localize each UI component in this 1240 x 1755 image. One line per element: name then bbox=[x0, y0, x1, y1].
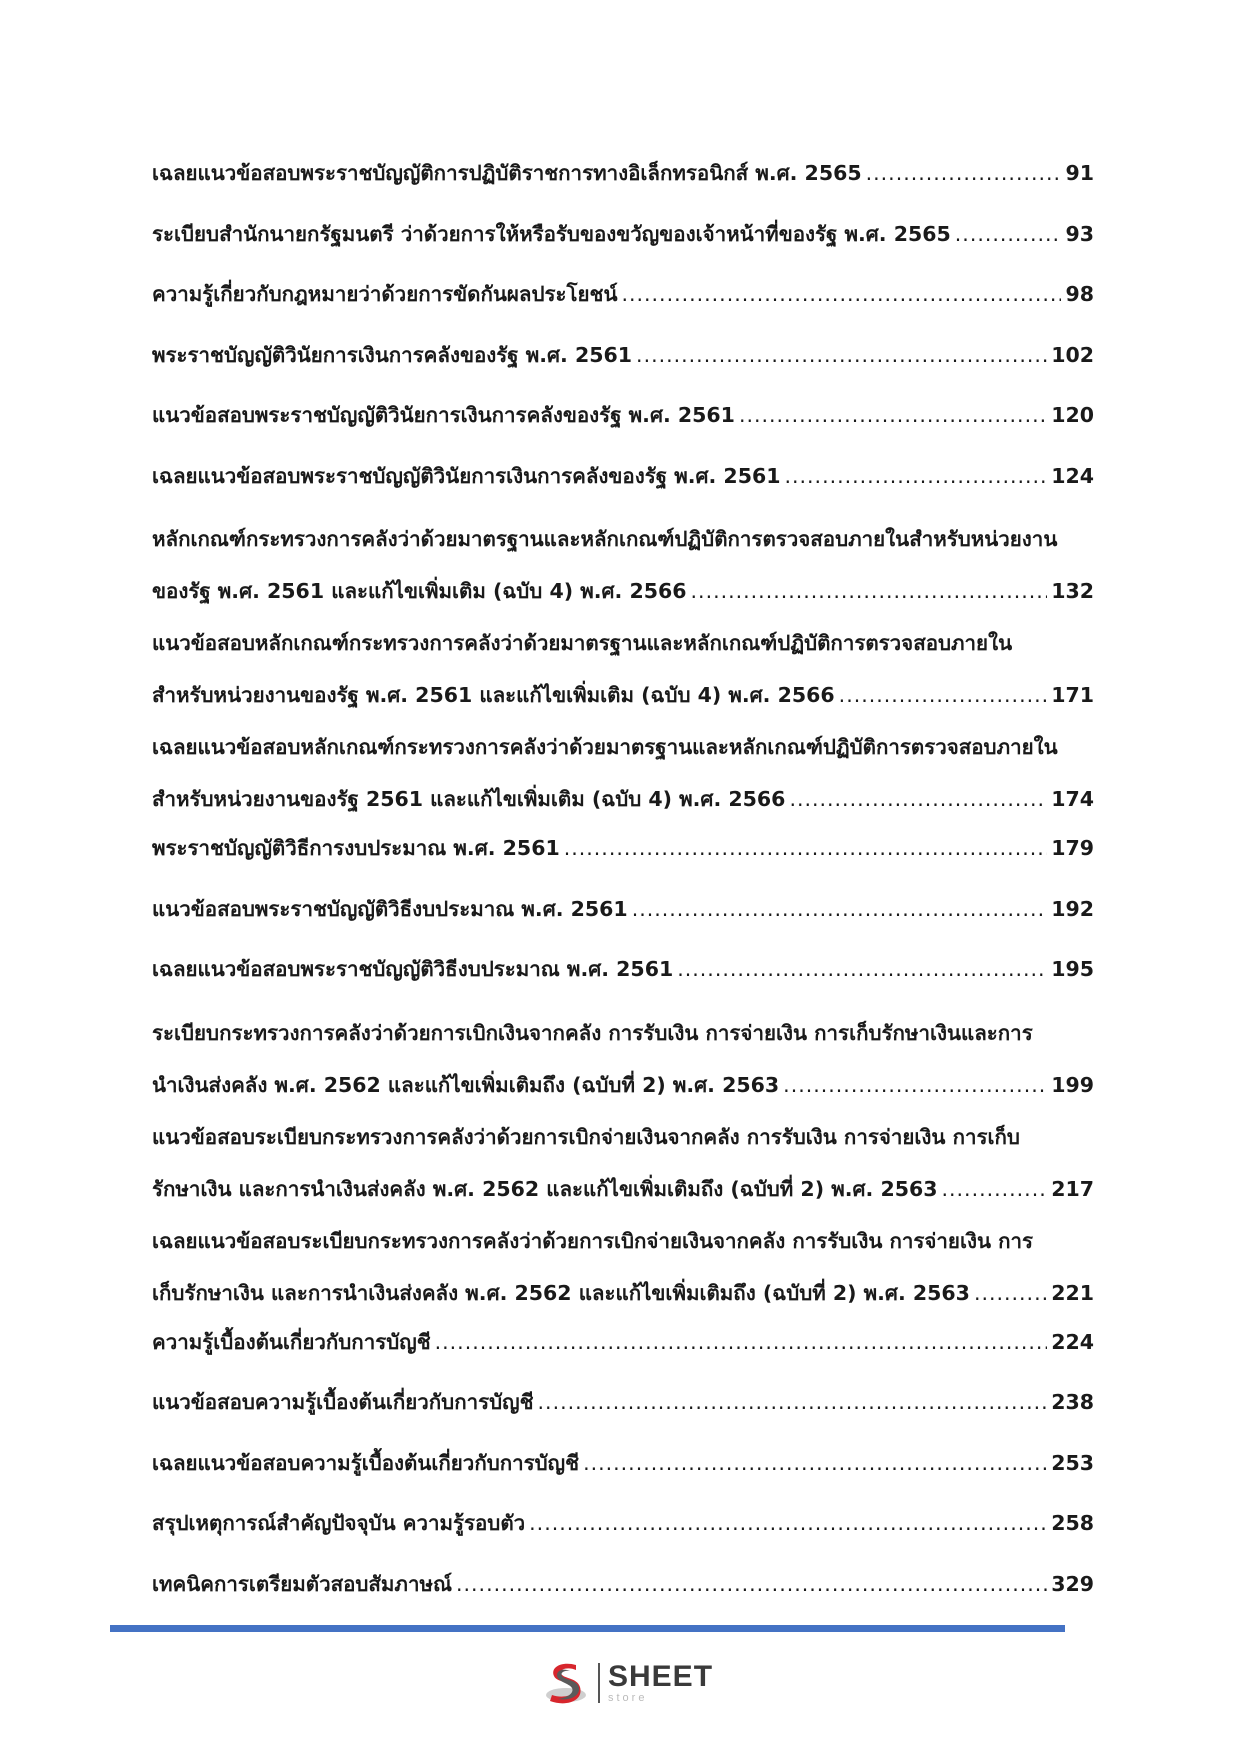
toc-entry[interactable] bbox=[152, 453, 1094, 514]
toc-page-number: 102 bbox=[1051, 342, 1094, 367]
toc-entry-line bbox=[152, 1500, 1094, 1561]
toc-dot-leader bbox=[789, 773, 1047, 825]
logo-text bbox=[608, 1662, 713, 1704]
toc-entry-line bbox=[152, 617, 1094, 669]
table-of-contents bbox=[152, 150, 1094, 1621]
toc-dot-leader bbox=[564, 825, 1047, 871]
toc-entry-title: พระราชบัญญัติวินัยการเงินการคลังของรัฐ พ.ศ. 2561 bbox=[152, 342, 633, 367]
sheet-store-logo bbox=[540, 1655, 713, 1711]
toc-page-number: 171 bbox=[1051, 683, 1094, 707]
toc-page-number: 258 bbox=[1051, 1511, 1094, 1535]
toc-dot-leader bbox=[538, 1379, 1048, 1425]
toc-entry-line bbox=[152, 392, 1094, 453]
toc-page-number: 199 bbox=[1051, 1072, 1094, 1097]
toc-entry-title: สำหรับหน่วยงานของรัฐ 2561 และแก้ไขเพิ่มเติม (ฉบับ 4) พ.ศ. 2566 bbox=[152, 787, 786, 811]
toc-entry-title: ระเบียบสำนักนายกรัฐมนตรี ว่าด้วยการให้หรือรับของขวัญของเจ้าหน้าที่ของรัฐ พ.ศ. 2565 bbox=[152, 221, 951, 246]
toc-entry-title: นำเงินส่งคลัง พ.ศ. 2562 และแก้ไขเพิ่มเติมถึง (ฉบับที่ 2) พ.ศ. 2563 bbox=[152, 1072, 780, 1097]
toc-page-number: 217 bbox=[1051, 1176, 1094, 1201]
toc-entry[interactable] bbox=[152, 1215, 1094, 1319]
toc-entry[interactable] bbox=[152, 211, 1094, 272]
toc-entry[interactable] bbox=[152, 1379, 1094, 1440]
toc-entry[interactable] bbox=[152, 392, 1094, 453]
toc-entry-title: เฉลยแนวข้อสอบพระราชบัญญัติการปฏิบัติราชการทางอิเล็กทรอนิกส์ พ.ศ. 2565 bbox=[152, 161, 862, 185]
toc-entry-line bbox=[152, 150, 1094, 211]
toc-entry-line bbox=[152, 1111, 1094, 1163]
toc-dot-leader bbox=[942, 1163, 1048, 1215]
toc-entry-line bbox=[152, 825, 1094, 886]
toc-entry-title: สำหรับหน่วยงานของรัฐ พ.ศ. 2561 และแก้ไขเพิ่มเติม (ฉบับ 4) พ.ศ. 2566 bbox=[152, 683, 835, 707]
toc-dot-leader bbox=[621, 271, 1061, 317]
toc-page-number: 124 bbox=[1051, 463, 1094, 488]
toc-page-number: 192 bbox=[1051, 896, 1094, 921]
toc-entry[interactable] bbox=[152, 1561, 1094, 1622]
toc-entry-line bbox=[152, 946, 1094, 1007]
toc-entry-line bbox=[152, 1440, 1094, 1501]
toc-entry-title: ความรู้เกี่ยวกับกฎหมายว่าด้วยการขัดกันผลประโยชน์ bbox=[152, 282, 618, 306]
toc-dot-leader bbox=[784, 453, 1047, 499]
toc-dot-leader bbox=[839, 669, 1048, 721]
toc-entry-title: หลักเกณฑ์กระทรวงการคลังว่าด้วยมาตรฐานและหลักเกณฑ์ปฏิบัติการตรวจสอบภายในสำหรับหน่วยงาน bbox=[152, 527, 1058, 551]
toc-page-number: 238 bbox=[1051, 1390, 1094, 1414]
toc-page-number: 221 bbox=[1051, 1280, 1094, 1305]
toc-entry[interactable] bbox=[152, 721, 1094, 825]
toc-page-number: 253 bbox=[1051, 1450, 1094, 1475]
toc-entry-line bbox=[152, 1059, 1094, 1111]
toc-dot-leader bbox=[974, 1267, 1047, 1319]
toc-entry-title: รักษาเงิน และการนำเงินส่งคลัง พ.ศ. 2562 และแก้ไขเพิ่มเติมถึง (ฉบับที่ 2) พ.ศ. 2563 bbox=[152, 1176, 938, 1201]
toc-entry[interactable] bbox=[152, 886, 1094, 947]
toc-entry-line bbox=[152, 1561, 1094, 1622]
toc-entry-title: เทคนิคการเตรียมตัวสอบสัมภาษณ์ bbox=[152, 1571, 452, 1596]
toc-entry-line bbox=[152, 886, 1094, 947]
toc-entry-line bbox=[152, 773, 1094, 825]
toc-entry-title: เฉลยแนวข้อสอบหลักเกณฑ์กระทรวงการคลังว่าด้วยมาตรฐานและหลักเกณฑ์ปฏิบัติการตรวจสอบภายใน bbox=[152, 735, 1058, 759]
toc-dot-leader bbox=[677, 946, 1047, 992]
toc-entry[interactable] bbox=[152, 271, 1094, 332]
toc-entry[interactable] bbox=[152, 513, 1094, 617]
toc-page-number: 120 bbox=[1051, 403, 1094, 427]
toc-entry-line bbox=[152, 565, 1094, 617]
toc-page-number: 224 bbox=[1051, 1329, 1094, 1354]
toc-dot-leader bbox=[691, 565, 1048, 617]
logo-subtitle: store bbox=[608, 1692, 648, 1704]
toc-entry[interactable] bbox=[152, 1319, 1094, 1380]
toc-entry[interactable] bbox=[152, 617, 1094, 721]
toc-entry-line bbox=[152, 1267, 1094, 1319]
toc-page-number: 329 bbox=[1051, 1571, 1094, 1596]
toc-dot-leader bbox=[955, 211, 1062, 257]
sheet-store-logo-icon bbox=[540, 1657, 592, 1709]
toc-entry[interactable] bbox=[152, 150, 1094, 211]
toc-entry-line bbox=[152, 1007, 1094, 1059]
toc-entry-line bbox=[152, 1215, 1094, 1267]
footer-divider bbox=[110, 1625, 1065, 1632]
logo-separator bbox=[598, 1663, 600, 1703]
toc-entry-line bbox=[152, 669, 1094, 721]
toc-entry-title: เฉลยแนวข้อสอบพระราชบัญญัติวินัยการเงินการคลังของรัฐ พ.ศ. 2561 bbox=[152, 463, 781, 488]
toc-entry-title: สรุปเหตุการณ์สำคัญปัจจุบัน ความรู้รอบตัว bbox=[152, 1511, 526, 1535]
toc-dot-leader bbox=[783, 1059, 1047, 1111]
toc-entry-title: ของรัฐ พ.ศ. 2561 และแก้ไขเพิ่มเติม (ฉบับ 4) พ.ศ. 2566 bbox=[152, 579, 687, 603]
toc-entry-title: ความรู้เบื้องต้นเกี่ยวกับการบัญชี bbox=[152, 1329, 431, 1354]
toc-entry-line bbox=[152, 332, 1094, 393]
toc-dot-leader bbox=[456, 1561, 1047, 1607]
toc-entry-title: พระราชบัญญัติวิธีการงบประมาณ พ.ศ. 2561 bbox=[152, 836, 560, 860]
toc-entry-line bbox=[152, 1319, 1094, 1380]
toc-entry-title: เฉลยแนวข้อสอบพระราชบัญญัติวิธีงบประมาณ พ.ศ. 2561 bbox=[152, 957, 674, 981]
toc-dot-leader bbox=[739, 392, 1047, 438]
toc-entry[interactable] bbox=[152, 1500, 1094, 1561]
toc-entry[interactable] bbox=[152, 1111, 1094, 1215]
toc-dot-leader bbox=[583, 1440, 1047, 1486]
toc-entry-title: เฉลยแนวข้อสอบความรู้เบื้องต้นเกี่ยวกับการบัญชี bbox=[152, 1450, 580, 1475]
toc-entry[interactable] bbox=[152, 825, 1094, 886]
toc-page-number: 174 bbox=[1051, 787, 1094, 811]
toc-entry-line bbox=[152, 721, 1094, 773]
toc-entry-title: แนวข้อสอบพระราชบัญญัติวินัยการเงินการคลังของรัฐ พ.ศ. 2561 bbox=[152, 403, 735, 427]
toc-page-number: 98 bbox=[1065, 282, 1094, 306]
toc-dot-leader bbox=[866, 150, 1062, 196]
toc-entry[interactable] bbox=[152, 1007, 1094, 1111]
toc-page-number: 91 bbox=[1065, 161, 1094, 185]
toc-dot-leader bbox=[529, 1500, 1047, 1546]
toc-entry-line bbox=[152, 453, 1094, 514]
toc-entry-title: แนวข้อสอบระเบียบกระทรวงการคลังว่าด้วยการเบิกจ่ายเงินจากคลัง การรับเงิน การจ่ายเงิน การเก็บ bbox=[152, 1124, 1020, 1149]
toc-page-number: 93 bbox=[1065, 221, 1094, 246]
toc-entry-line bbox=[152, 513, 1094, 565]
toc-entry[interactable] bbox=[152, 1440, 1094, 1501]
toc-dot-leader bbox=[435, 1319, 1048, 1365]
toc-page-number: 132 bbox=[1051, 579, 1094, 603]
toc-entry-line bbox=[152, 1163, 1094, 1215]
toc-page-number: 179 bbox=[1051, 836, 1094, 860]
toc-entry[interactable] bbox=[152, 332, 1094, 393]
toc-entry-line bbox=[152, 1379, 1094, 1440]
toc-entry[interactable] bbox=[152, 946, 1094, 1007]
toc-entry-title: เก็บรักษาเงิน และการนำเงินส่งคลัง พ.ศ. 2562 และแก้ไขเพิ่มเติมถึง (ฉบับที่ 2) พ.ศ. 2563 bbox=[152, 1280, 970, 1305]
toc-dot-leader bbox=[636, 332, 1047, 378]
toc-entry-line bbox=[152, 211, 1094, 272]
toc-entry-title: เฉลยแนวข้อสอบระเบียบกระทรวงการคลังว่าด้วยการเบิกจ่ายเงินจากคลัง การรับเงิน การจ่ายเงิน การ bbox=[152, 1228, 1034, 1253]
toc-entry-title: แนวข้อสอบพระราชบัญญัติวิธีงบประมาณ พ.ศ. 2561 bbox=[152, 896, 628, 921]
toc-page-number: 195 bbox=[1051, 957, 1094, 981]
toc-entry-title: แนวข้อสอบความรู้เบื้องต้นเกี่ยวกับการบัญชี bbox=[152, 1390, 534, 1414]
toc-entry-line bbox=[152, 271, 1094, 332]
toc-dot-leader bbox=[632, 886, 1048, 932]
toc-entry-title: ระเบียบกระทรวงการคลังว่าด้วยการเบิกเงินจากคลัง การรับเงิน การจ่ายเงิน การเก็บรักษาเงินและการ bbox=[152, 1020, 1033, 1045]
toc-entry-title: แนวข้อสอบหลักเกณฑ์กระทรวงการคลังว่าด้วยมาตรฐานและหลักเกณฑ์ปฏิบัติการตรวจสอบภายใน bbox=[152, 631, 1013, 655]
logo-word: SHEET bbox=[608, 1660, 714, 1693]
